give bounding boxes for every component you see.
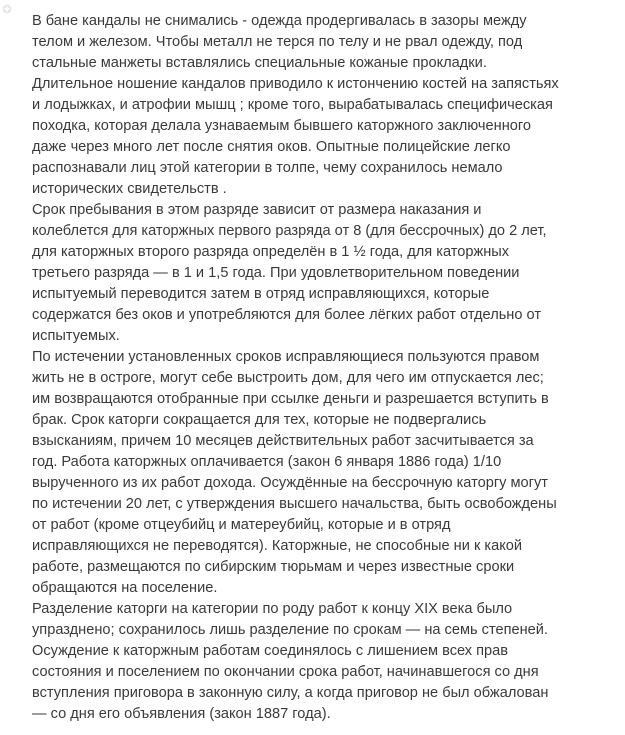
text-line: телом и железом. Чтобы металл не терся по телу и не рвал одежду, под xyxy=(32,34,523,50)
text-line: вступления приговора в законную силу, а когда приговор не был обжалован xyxy=(32,685,549,701)
article-body xyxy=(32,11,607,725)
text-line: вырученного из их работ дохода. Осуждённые на бессрочную каторгу могут xyxy=(32,475,548,491)
text-line: В бане кандалы не снимались - одежда продергивалась в зазоры между xyxy=(32,13,527,29)
text-line: год. Работа каторжных оплачивается (закон 6 января 1886 года) 1/10 xyxy=(32,454,502,470)
text-line: По истечении установленных сроков исправляющиеся пользуются правом xyxy=(32,349,540,365)
text-line: третьего разряда — в 1 и 1,5 года. При удовлетворительном поведении xyxy=(32,265,520,281)
text-line: от работ (кроме отцеубийц и матереубийц, которые и в отряд xyxy=(32,517,451,533)
text-line: Срок пребывания в этом разряде зависит от размера наказания и xyxy=(32,202,482,218)
text-line: содержатся без оков и употребляются для более лёгких работ отдельно от xyxy=(32,307,542,323)
text-line: по истечении 20 лет, с утверждения высшего начальства, быть освобождены xyxy=(32,496,557,512)
text-line: брак. Срок каторги сокращается для тех, которые не подвергались xyxy=(32,412,487,428)
text-line: исторических свидетельств . xyxy=(32,181,227,197)
text-line: Разделение каторги на категории по роду работ к концу XIX века было xyxy=(32,601,513,617)
text-line: упразднено; сохранилось лишь разделение по срокам — на семь степеней. xyxy=(32,622,548,638)
text-line: обращаются на поселение. xyxy=(32,580,218,596)
text-line: испытуемый переводится затем в отряд исправляющихся, которые xyxy=(32,286,490,302)
text-line: состояния и поселением по окончании срока работ, начинавшегося со дня xyxy=(32,664,539,680)
text-line: для каторжных второго разряда определён в 1 ½ года, для каторжных xyxy=(32,244,510,260)
text-line: им возвращаются отобранные при ссылке деньги и разрешается вступить в xyxy=(32,391,549,407)
text-line: и лодыжках, и атрофии мышц ; кроме того, вырабатывалась специфическая xyxy=(32,97,553,113)
plus-circle-icon xyxy=(2,1,12,11)
text-line: стальные манжеты вставлялись специальные кожаные прокладки. xyxy=(32,55,487,71)
text-line: работе, размещаются по сибирским тюрьмам и через известные сроки xyxy=(32,559,515,575)
text-line: испытуемых. xyxy=(32,328,120,344)
text-line: Длительное ношение кандалов приводило к истончению костей на запястьях xyxy=(32,76,559,92)
text-line: жить не в остроге, могут себе выстроить дом, для чего им отпускается лес; xyxy=(32,370,544,386)
text-line: взысканиям, причем 10 месяцев действительных работ засчитывается за xyxy=(32,433,534,449)
text-line: даже через много лет после снятия оков. Опытные полицейские легко xyxy=(32,139,511,155)
text-line: Осуждение к каторжным работам соединялось с лишением всех прав xyxy=(32,643,509,659)
text-line: походка, которая делала узнаваемым бывшего каторжного заключенного xyxy=(32,118,531,134)
text-line: исправляющихся не переводятся). Каторжные, не способные ни к какой xyxy=(32,538,523,554)
text-line: распознавали лиц этой категории в толпе, чему сохранилось немало xyxy=(32,160,503,176)
text-line: колеблется для каторжных первого разряда от 8 (для бессрочных) до 2 лет, xyxy=(32,223,547,239)
text-line: — со дня его объявления (закон 1887 года). xyxy=(32,706,331,722)
